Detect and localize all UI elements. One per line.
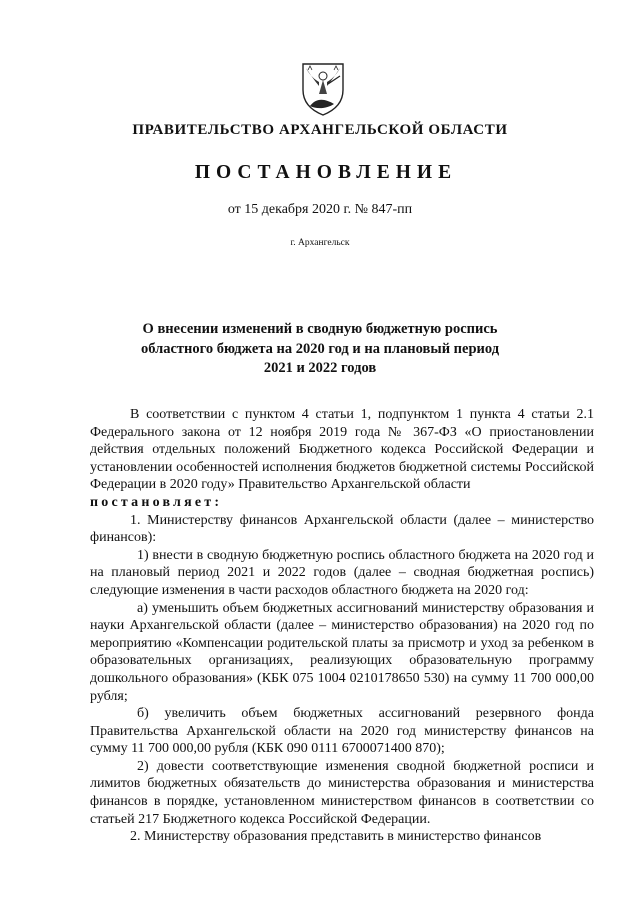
document-body [90, 406, 594, 846]
document-date-number: от 15 декабря 2020 г. № 847-пп [227, 202, 413, 217]
paragraph-1-2: 2) довести соответствующие изменения сводной бюджетной росписи и лимитов бюджетных обязательств до министерства образования и министерства финансов в порядке, установленном министерством финансов в соответствии со статьей 217 Бюджетного кодекса Российской Федерации. [90, 758, 594, 827]
paragraph-1: 1. Министерству финансов Архангельской области (далее – министерство финансов): [90, 512, 594, 546]
title-line: 2021 и 2022 годов [263, 360, 377, 376]
document-type: ПОСТАНОВЛЕНИЕ [194, 162, 458, 183]
title-line: О внесении изменений в сводную бюджетную роспись [142, 321, 498, 337]
paragraph-intro: В соответствии с пунктом 4 статьи 1, подпунктом 1 пункта 4 статьи 2.1 Федерального закона от 12 ноября 2019 года № 367-ФЗ «О приостановлении действия отдельных положений Бюджетного кодекса Российской Федерации и установлении особенностей исполнения бюджетов бюджетной системы Российской Федерации в 2020 году» Правительство Архангельской области [90, 407, 594, 493]
coat-of-arms-icon [300, 60, 346, 116]
document-city: г. Архангельск [290, 238, 350, 248]
paragraph-2: 2. Министерству образования представить в министерство финансов [130, 829, 542, 845]
document-title [0, 320, 640, 379]
title-line: областного бюджета на 2020 год и на плановый период [140, 340, 500, 357]
paragraph-1-1-a: а) уменьшить объем бюджетных ассигнований министерству образования и науки Архангельской области (далее – министерство образования) на 2020 год по мероприятию «Компенсации родительской платы за присмотр и уход за ребенком в образовательных организациях, реализующих образовательную программу дошкольного образования» (КБК 075 1004 0210178650 530) на сумму 11 700 000,00 рубля; [90, 600, 594, 704]
paragraph-1-1: 1) внести в сводную бюджетную роспись областного бюджета на 2020 год и на плановый период 2021 и 2022 годов (далее – сводная бюджетная роспись) следующие изменения в части расходов областного бюджета на 2020 год: [90, 547, 594, 598]
paragraph-1-1-b: б) увеличить объем бюджетных ассигнований резервного фонда Правительства Архангельской области на 2020 год министерству финансов на сумму 11 700 000,00 рубля (КБК 090 0111 6700071400 870); [90, 706, 594, 757]
government-name: ПРАВИТЕЛЬСТВО АРХАНГЕЛЬСКОЙ ОБЛАСТИ [132, 122, 508, 138]
resolves-word: постановляет: [90, 494, 223, 510]
